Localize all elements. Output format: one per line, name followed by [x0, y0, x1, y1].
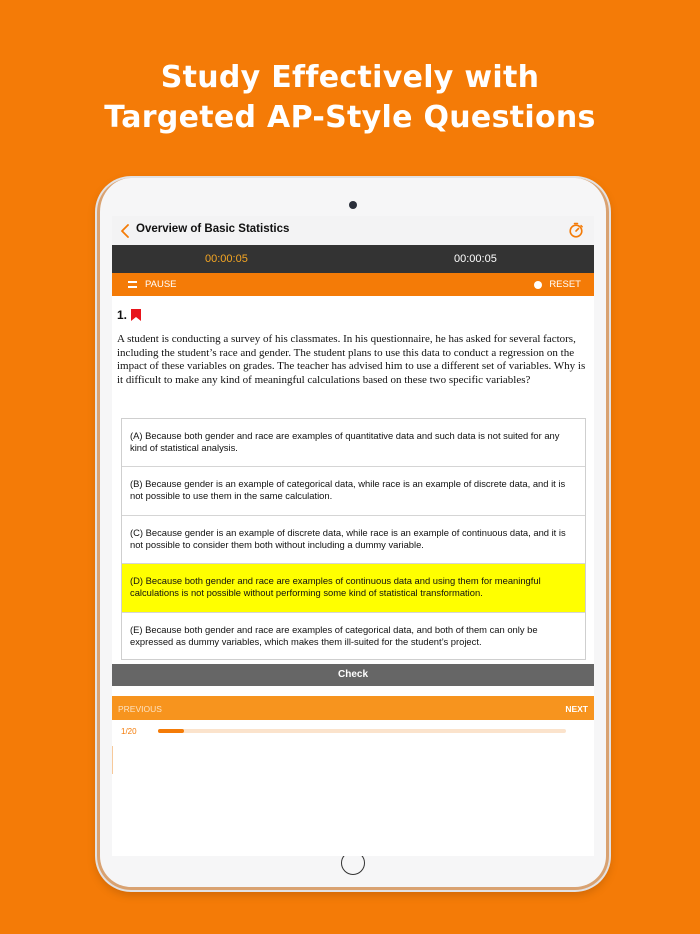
- nav-bar: [112, 216, 594, 245]
- reset-icon: [534, 281, 542, 289]
- progress-fill: [158, 729, 184, 733]
- question-number: [117, 308, 141, 322]
- headline-line-1: Study Effectively with: [160, 60, 540, 95]
- question-navigation: [112, 696, 594, 720]
- question-number-label: 1.: [117, 308, 128, 322]
- answer-option-b[interactable]: (B) Because gender is an example of categorical data, while race is an example of discrete data, and it is not possible to use them in the same calculation.: [122, 467, 585, 516]
- pause-label: PAUSE: [145, 279, 177, 290]
- answer-option-a[interactable]: (A) Because both gender and race are examples of quantitative data and such data is not suited for any kind of statistical analysis.: [122, 419, 585, 467]
- question-timer: 00:00:05: [205, 253, 248, 265]
- question-text: A student is conducting a survey of his classmates. In his questionnaire, he has asked for several factors, including the student’s race and gender. The student plans to use this data to conduct a regression on the impact of these variables on grades. The teacher has advised him to use a different set of variables. Why is it difficult to make any kind of meaningful calculations based on these two specific variables?: [117, 333, 586, 386]
- timer-bar: [112, 245, 594, 273]
- check-button[interactable]: Check: [112, 664, 594, 686]
- app-screen: [112, 216, 594, 856]
- pause-icon: [128, 281, 137, 288]
- reset-button[interactable]: [534, 279, 581, 290]
- next-button[interactable]: NEXT: [565, 704, 588, 714]
- camera-icon: [349, 201, 357, 209]
- page-title: Overview of Basic Statistics: [136, 223, 290, 235]
- bookmark-icon[interactable]: [131, 309, 141, 321]
- total-timer: 00:00:05: [454, 253, 497, 265]
- answer-option-c[interactable]: (C) Because gender is an example of discrete data, while race is an example of continuous data, and it is not possible to consider them both without including a dummy variable.: [122, 516, 585, 564]
- previous-button[interactable]: PREVIOUS: [118, 704, 162, 714]
- answer-option-d[interactable]: (D) Because both gender and race are examples of continuous data and using them for meaningful calculations is not possible without performing some kind of statistical transformation.: [122, 564, 585, 613]
- chevron-left-icon[interactable]: [120, 224, 132, 238]
- progress-label: 1/20: [121, 727, 137, 736]
- stopwatch-icon[interactable]: [568, 222, 584, 238]
- reset-label: RESET: [549, 279, 581, 290]
- promo-headline: [0, 58, 700, 138]
- progress-bar: [158, 729, 566, 733]
- answer-option-e[interactable]: (E) Because both gender and race are examples of categorical data, and both of them can only be expressed as dummy variables, which makes them ill-suited for the student’s project.: [130, 624, 538, 647]
- timer-controls: [112, 273, 594, 296]
- answer-list: [121, 418, 586, 660]
- pause-button[interactable]: [128, 279, 177, 290]
- headline-line-2: Targeted AP-Style Questions: [104, 100, 596, 135]
- divider: [112, 746, 113, 774]
